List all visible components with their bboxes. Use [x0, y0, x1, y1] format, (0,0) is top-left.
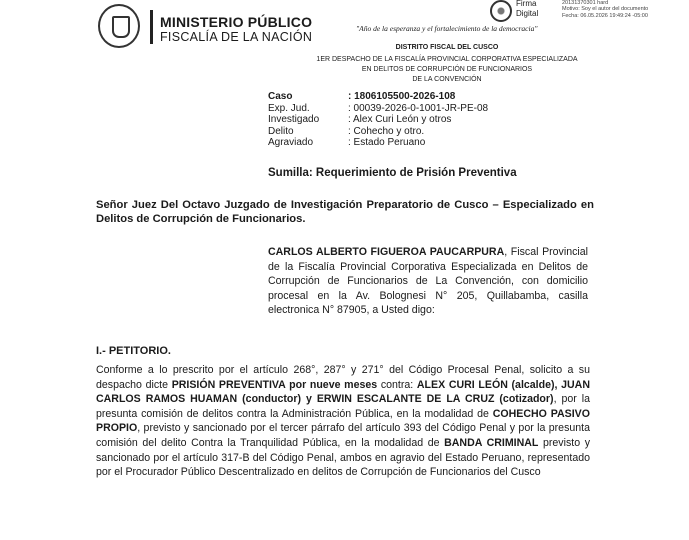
signature-label-2: Digital: [516, 9, 539, 18]
signature-metadata: 20131370301 hard Motivo: Soy el autor del documento Fecha: 06.05.2026 19:49:24 -05:00: [562, 0, 649, 19]
case-row: [268, 103, 488, 115]
fiscal-intro: [268, 245, 588, 318]
petitorio-emphasis: COHECHO PASIVO PROPIO: [96, 407, 590, 435]
year-motto: "Año de la esperanza y el fortalecimiento de la democracia": [356, 24, 538, 33]
petitorio-text: contra:: [377, 378, 417, 391]
petitorio-text: Conforme a lo prescrito por el artículo 268°, 287° y 271° del Código Procesal Penal, solicito a su despacho dicte: [96, 364, 590, 391]
signature-label-1: Firma: [516, 0, 537, 8]
petitorio-paragraph: [96, 363, 590, 480]
ministry-seal-icon: [98, 4, 140, 48]
case-key: Exp. Jud.: [268, 102, 310, 114]
judge-address: Señor Juez Del Octavo Juzgado de Investigación Preparatorio de Cusco – Especializado en Delitos de Corrupción de Funcionarios.: [96, 199, 594, 225]
petitorio-text: , previsto y sancionado por el tercer párrafo del artículo 393 del Código Penal y por la presunta comisión del delito Contra la Tranquilidad Pública, en la modalidad de: [96, 422, 590, 449]
ministry-subtitle: FISCALÍA DE LA NACIÓN: [160, 30, 313, 44]
case-key: Delito: [268, 125, 294, 137]
case-row: [268, 91, 488, 103]
case-value: : 1806105500-2026-108: [348, 91, 456, 102]
signature-seal-icon: [490, 0, 512, 22]
case-row: [268, 126, 488, 138]
case-row: [268, 137, 488, 149]
department-line: DE LA CONVENCIÓN: [412, 76, 482, 83]
ministry-name: MINISTERIO PÚBLICO: [160, 14, 313, 30]
case-value: : Alex Curi León y otros: [348, 114, 452, 125]
department-line: EN DELITOS DE CORRUPCIÓN DE FUNCIONARIOS: [361, 66, 533, 73]
case-info: [268, 91, 488, 149]
header-divider: [150, 10, 153, 44]
case-value: : Cohecho y otro.: [348, 125, 425, 137]
petitorio-text: , por la presunta comisión de delitos contra la Administración Pública, en la modalidad de: [96, 393, 591, 420]
petitorio-text: previsto y sancionado por el artículo 317-B del Código Penal, ambos en agravio del Estado Peruano, representado por el Procurador Público Descentralizado en delitos de Corrupción de Funcionarios del Cusco: [96, 436, 591, 479]
petitorio-emphasis: PRISIÓN PREVENTIVA por nueve meses: [171, 378, 378, 391]
department-line: 1ER DESPACHO DE LA FISCALÍA PROVINCIAL CORPORATIVA ESPECIALIZADA: [316, 56, 578, 63]
case-key: Agraviado: [268, 137, 314, 148]
case-key: Caso: [268, 91, 293, 102]
district-title: DISTRITO FISCAL DEL CUSCO: [395, 44, 499, 51]
fiscal-name: CARLOS ALBERTO FIGUEROA PAUCARPURA: [268, 246, 505, 258]
case-value: : 00039-2026-0-1001-JR-PE-08: [348, 102, 489, 114]
case-key: Investigado: [268, 114, 320, 125]
department-block: [300, 55, 594, 85]
fiscal-text: , Fiscal Provincial de la Fiscalía Provincial Corporativa Especializada en Delitos de Corrupción de Funcionarios de La Convención, con domicilio procesal en la Av. Bolognesi N° 205, Quillabamba, casilla electronica N° 87905, a Usted digo:: [268, 246, 588, 317]
sumilla-title: Sumilla: Requerimiento de Prisión Preventiva: [268, 167, 517, 179]
petitorio-emphasis: ALEX CURI LEÓN (alcalde), JUAN CARLOS RAMOS HUAMAN (conductor) y ERWIN ESCALANTE DE LA CRUZ (cotizador): [96, 378, 590, 406]
case-value: : Estado Peruano: [348, 137, 426, 148]
section-title: I.- PETITORIO.: [96, 345, 171, 357]
petitorio-emphasis: BANDA CRIMINAL: [444, 436, 539, 449]
case-row: [268, 114, 488, 126]
